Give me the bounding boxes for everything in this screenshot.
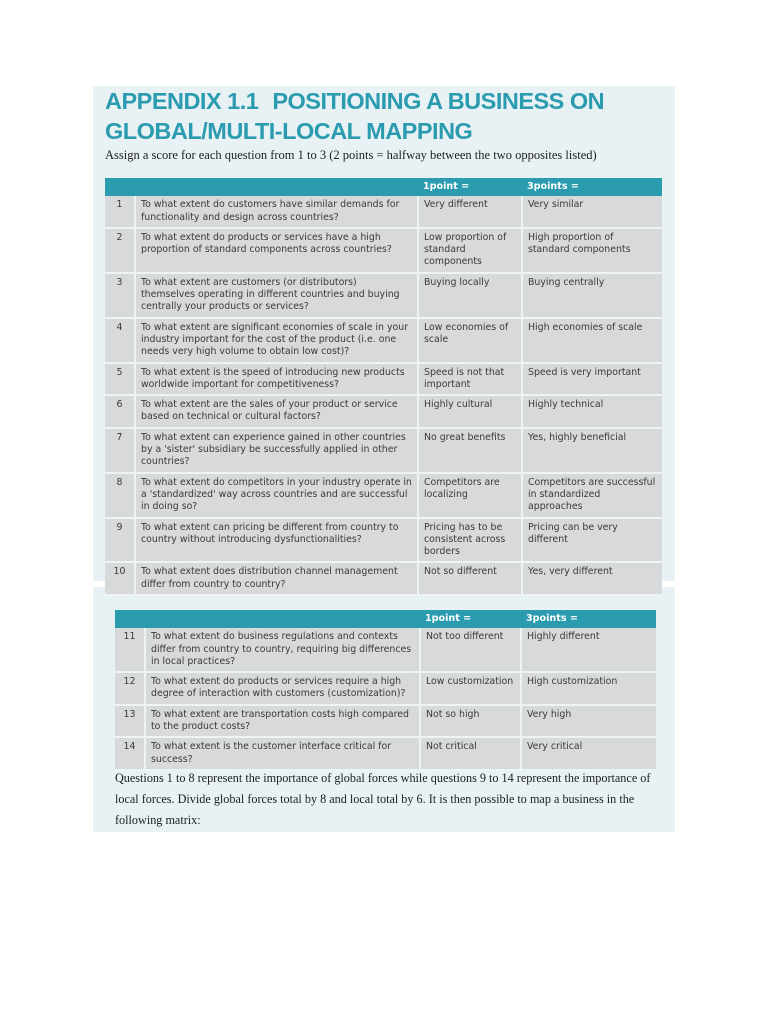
one-point-answer: Low economies of scale [418,318,522,363]
three-points-answer: Very high [521,705,656,738]
three-points-answer: Highly technical [522,395,662,428]
three-points-answer: Highly different [521,628,656,672]
one-point-answer: Highly cultural [418,395,522,428]
question-number: 14 [115,737,145,770]
three-points-answer: High customization [521,672,656,705]
question-text: To what extent are customers (or distributors) themselves operating in different countries and buying centrally your products or services? [135,273,418,318]
table-row [105,196,662,228]
appendix-number: APPENDIX 1.1 [105,88,259,114]
three-points-answer: Speed is very important [522,363,662,396]
question-text: To what extent can pricing be different from country to country without introducing dysfunctionalities? [135,518,418,563]
page-title [105,86,665,146]
table-row [105,395,662,428]
question-text: To what extent can experience gained in other countries by a 'sister' subsidiary be successfully applied in other countries? [135,428,418,473]
question-number: 2 [105,228,135,273]
three-points-answer: Pricing can be very different [522,518,662,563]
local-forces-table [115,610,656,771]
one-point-answer: Very different [418,196,522,228]
three-points-answer: High proportion of standard components [522,228,662,273]
three-points-answer: Competitors are successful in standardized approaches [522,473,662,518]
table-row [105,473,662,518]
question-text: To what extent do customers have similar demands for functionality and design across countries? [135,196,418,228]
one-point-answer: Buying locally [418,273,522,318]
question-number: 1 [105,196,135,228]
header-three-points: 3points = [522,178,662,196]
header-three-points: 3points = [521,610,656,628]
table-row [105,562,662,595]
question-text: To what extent is the customer interface critical for success? [145,737,420,770]
three-points-answer: Very critical [521,737,656,770]
one-point-answer: Competitors are localizing [418,473,522,518]
table-row [105,428,662,473]
appendix-title: POSITIONING A BUSINESS ON GLOBAL/MULTI-LOCAL MAPPING [105,88,605,144]
question-text: To what extent do competitors in your industry operate in a 'standardized' way across countries and are successful in doing so? [135,473,418,518]
scoring-explanation-paragraph: Questions 1 to 8 represent the importance of global forces while questions 9 to 14 represent the importance of local forces. Divide global forces total by 8 and local total by 6. It is then possible to map a business in the following matrix: [115,771,651,827]
global-forces-table [105,178,662,596]
question-text: To what extent is the speed of introducing new products worldwide important for competitiveness? [135,363,418,396]
table-row [115,628,656,672]
table-row [105,228,662,273]
question-text: To what extent do business regulations and contexts differ from country to country, requiring big differences in local practices? [145,628,420,672]
instruction-text: Assign a score for each question from 1 to 3 (2 points = halfway between the two opposites listed) [105,148,597,162]
one-point-answer: Not too different [420,628,521,672]
table-row [105,273,662,318]
question-number: 4 [105,318,135,363]
table-header-row [115,610,656,628]
one-point-answer: Low customization [420,672,521,705]
question-number: 8 [105,473,135,518]
three-points-answer: Yes, very different [522,562,662,595]
table-row [115,737,656,770]
one-point-answer: Not critical [420,737,521,770]
table-row [105,318,662,363]
question-text: To what extent do products or services have a high proportion of standard components across countries? [135,228,418,273]
one-point-answer: No great benefits [418,428,522,473]
question-number: 13 [115,705,145,738]
header-number [115,610,145,628]
question-text: To what extent does distribution channel management differ from country to country? [135,562,418,595]
three-points-answer: Very similar [522,196,662,228]
header-one-point: 1point = [420,610,521,628]
question-text: To what extent are significant economies of scale in your industry important for the cost of the product (i.e. one needs very high volume to obtain low cost)? [135,318,418,363]
table-row [105,518,662,563]
question-number: 9 [105,518,135,563]
question-number: 11 [115,628,145,672]
question-number: 7 [105,428,135,473]
one-point-answer: Pricing has to be consistent across borders [418,518,522,563]
question-number: 6 [105,395,135,428]
question-number: 5 [105,363,135,396]
question-text: To what extent are transportation costs high compared to the product costs? [145,705,420,738]
header-number [105,178,135,196]
question-number: 12 [115,672,145,705]
three-points-answer: Yes, highly beneficial [522,428,662,473]
table-header-row [105,178,662,196]
header-question [145,610,420,628]
one-point-answer: Low proportion of standard components [418,228,522,273]
one-point-answer: Speed is not that important [418,363,522,396]
question-text: To what extent are the sales of your product or service based on technical or cultural factors? [135,395,418,428]
table-row [115,672,656,705]
three-points-answer: High economies of scale [522,318,662,363]
one-point-answer: Not so different [418,562,522,595]
question-text: To what extent do products or services require a high degree of interaction with customers (customization)? [145,672,420,705]
question-number: 10 [105,562,135,595]
table-row [115,705,656,738]
header-question [135,178,418,196]
one-point-answer: Not so high [420,705,521,738]
three-points-answer: Buying centrally [522,273,662,318]
question-number: 3 [105,273,135,318]
header-one-point: 1point = [418,178,522,196]
table-row [105,363,662,396]
